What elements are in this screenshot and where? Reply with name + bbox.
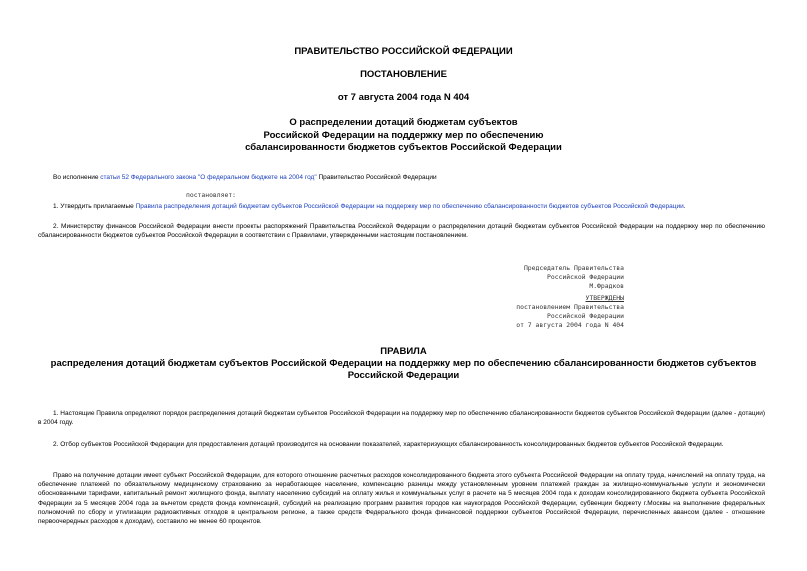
document-title-line-1: О распределении дотаций бюджетам субъектов <box>289 117 518 128</box>
item-2: 2. Министерству финансов Российской Федерации внести проекты распоряжений Правительства Российской Федерации о распределении дотаций бюджетам субъектов Российской Федерации на поддержку мер по обеспечению сбалансированности бюджетов субъектов Российской Федерации в соответствии с Правилами, утвержденными настоящим постановлением. <box>38 223 765 240</box>
signature-position-line-2: Российской Федерации <box>547 273 624 281</box>
rules-paragraph-1: 1. Настоящие Правила определяют порядок распределения дотаций бюджетам субъектов Российской Федерации на поддержку мер по обеспечению сбалансированности бюджетов субъектов Российской Федерации (далее - дотации) в 2004 году. <box>38 410 765 427</box>
item-1 <box>53 202 763 211</box>
rules-heading: ПРАВИЛА <box>380 346 427 357</box>
rules-link[interactable]: Правила распределения дотаций бюджетам субъектов Российской Федерации на поддержку мер по обеспечению сбалансированности бюджетов субъектов Российской Федерации <box>135 203 684 210</box>
federal-law-link[interactable]: статьи 52 Федерального закона "О федеральном бюджете на 2004 год" <box>100 174 317 181</box>
decrees-word: постановляет: <box>186 191 237 199</box>
signature-position-line-1: Председатель Правительства <box>523 264 624 272</box>
approval-block <box>440 294 624 330</box>
approval-line-2: Российской Федерации <box>547 312 624 320</box>
signature-block <box>440 264 624 291</box>
item-1-prefix: 1. Утвердить прилагаемые <box>53 203 136 210</box>
signature-name: М.Фрадков <box>589 282 624 290</box>
preamble-suffix: Правительство Российской Федерации <box>316 174 437 181</box>
item-1-suffix: . <box>683 203 686 210</box>
government-heading: ПРАВИТЕЛЬСТВО РОССИЙСКОЙ ФЕДЕРАЦИИ <box>294 46 513 57</box>
preamble <box>53 173 753 182</box>
rules-paragraph-2: 2. Отбор субъектов Российской Федерации для предоставления дотаций производится на основании показателей, характеризующих сбалансированность консолидированных бюджетов субъектов Российской Федерации. <box>53 441 724 448</box>
document-title-line-3: сбалансированности бюджетов субъектов Российской Федерации <box>245 142 562 153</box>
document-type: ПОСТАНОВЛЕНИЕ <box>360 69 447 80</box>
approval-word: УТВЕРЖДЕНЫ <box>585 294 624 302</box>
rules-paragraph-3: Право на получение дотации имеет субъект Российской Федерации, для которого отношение расчетных расходов консолидированного бюджета этого субъекта Российской Федерации на оплату труда, начислений на оплату труда, на обеспечение платежей по обязательному медицинскому страхованию за неработающее население, компенсацию разницы между установленным уровнем платежей граждан за жилищно-коммунальные услуги и экономически обоснованными тарифами, капитальный ремонт жилищного фонда, выплату населению субсидий на оплату жилья и коммунальных услуг в расчете на 5 месяцев 2004 года к доходам консолидированного бюджета субъекта Российской Федерации за 5 месяцев 2004 года за вычетом средств фонда компенсаций, субсидий на реализацию программ развития городов как наукоградов Российской Федерации, субвенции бюджету г.Москвы на выполнение федеральных полномочий по сбору и утилизации радиоактивных отходов в центральном регионе, а также средств Федерального фонда финансовой поддержки субъектов Российской Федерации, перечисленных авансом (далее - отношение первоочередных расходов к доходам), составило не менее 60 процентов. <box>38 472 765 526</box>
approval-line-1: постановлением Правительства <box>516 303 624 311</box>
approval-line-3: от 7 августа 2004 года N 404 <box>516 321 624 329</box>
document-title-line-2: Российской Федерации на поддержку мер по обеспечению <box>263 129 544 141</box>
preamble-prefix: Во исполнение <box>53 174 101 181</box>
rules-subheading: распределения дотаций бюджетам субъектов Российской Федерации на поддержку мер по обеспечению сбалансированности бюджетов субъектов Российской Федерации <box>50 358 757 381</box>
document-date-number: от 7 августа 2004 года N 404 <box>337 92 470 103</box>
